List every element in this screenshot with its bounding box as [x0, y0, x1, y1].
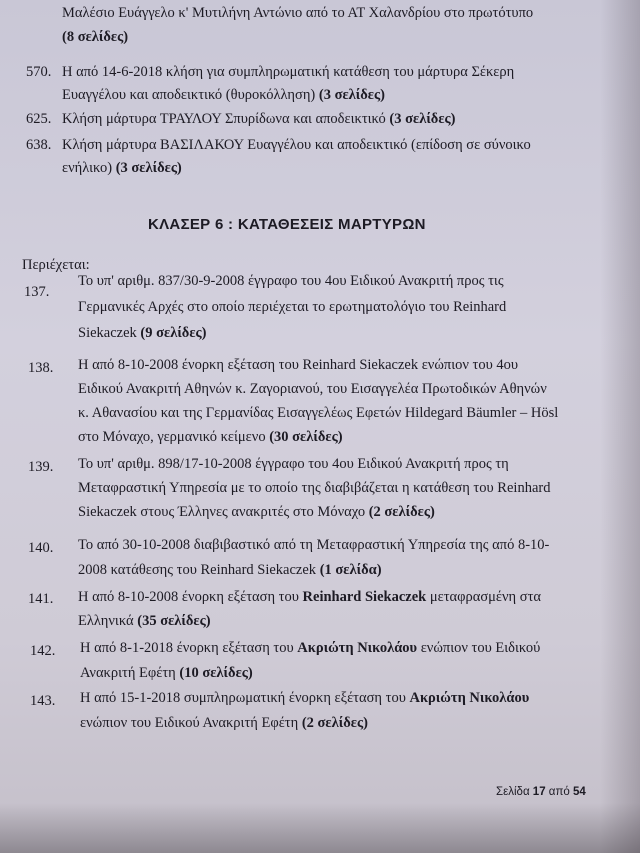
footer-of: από	[548, 786, 570, 798]
item-text-line	[78, 588, 541, 606]
contains-label: Περιέχεται:	[22, 257, 90, 273]
item-number: 625.	[26, 111, 52, 127]
item-text: μεταφρασμένη στα	[426, 589, 541, 605]
item-text: στο Μόναχο, γερμανικό κείμενο	[78, 429, 266, 445]
item-number: 140.	[28, 540, 54, 556]
item-text-line	[78, 503, 435, 521]
item-pages: (3 σελίδες)	[389, 111, 456, 127]
item-number: 137.	[24, 284, 50, 300]
item-text-line	[62, 159, 182, 177]
item-pages: (3 σελίδες)	[318, 87, 385, 103]
item-text: Κλήση μάρτυρα ΤΡΑΥΛΟΥ Σπυρίδωνα και αποδεικτικό	[62, 111, 386, 127]
item-text-line: Η από 8-10-2008 ένορκη εξέταση του Reinhard Siekaczek ενώπιον του 4ου	[78, 357, 519, 373]
item-text: 2008 κατάθεσης του Reinhard Siekaczek	[78, 562, 317, 578]
item-number: 143.	[30, 693, 56, 709]
item-name: Reinhard Siekaczek	[302, 589, 427, 605]
item-text-line	[78, 428, 343, 446]
item-text-line: Ειδικού Ανακριτή Αθηνών κ. Ζαγοριανού, του Εισαγγελέα Πρωτοδικών Αθηνών	[78, 381, 547, 397]
item-text-line: Μαλέσιο Ευάγγελο κ' Μυτιλήνη Αντώνιο από το ΑΤ Χαλανδρίου στο πρωτότυπο	[62, 5, 534, 21]
item-text-line: Το από 30-10-2008 διαβιβαστικό από τη Μεταφραστική Υπηρεσία της από 8-10-	[78, 537, 550, 553]
item-text-line: Το υπ' αριθμ. 837/30-9-2008 έγγραφο του 4ου Ειδικού Ανακριτή προς τις	[78, 273, 504, 289]
item-text: Η από 8-1-2018 ένορκη εξέταση του	[80, 640, 298, 656]
item-number: 570.	[26, 64, 52, 80]
footer-page-number: 17	[532, 786, 546, 798]
item-text: Η από 8-10-2008 ένορκη εξέταση του	[78, 589, 303, 605]
item-pages: (30 σελίδες)	[269, 429, 343, 445]
item-text: ενήλικο)	[62, 160, 113, 176]
page-footer	[496, 786, 586, 798]
item-text-line	[80, 664, 253, 682]
item-name: Ακριώτη Νικολάου	[297, 640, 418, 656]
item-pages: (10 σελίδες)	[179, 665, 253, 681]
item-number: 142.	[30, 643, 56, 659]
item-text-line	[80, 714, 368, 732]
item-name: Ακριώτη Νικολάου	[409, 690, 530, 706]
item-text-line	[80, 689, 529, 707]
item-text-line: Η από 14-6-2018 κλήση για συμπληρωματική κατάθεση του μάρτυρα Σέκερη	[62, 64, 515, 80]
item-text-line	[62, 110, 455, 128]
item-pages: (2 σελίδες)	[301, 715, 368, 731]
item-text-line	[80, 639, 540, 657]
item-text: Ανακριτή Εφέτη	[80, 665, 176, 681]
item-pages: (8 σελίδες)	[62, 29, 129, 45]
section-title: ΚΛΑΣΕΡ 6 : ΚΑΤΑΘΕΣΕΙΣ ΜΑΡΤΥΡΩΝ	[148, 216, 426, 233]
item-text-line: Κλήση μάρτυρα ΒΑΣΙΛΑΚΟΥ Ευαγγέλου και αποδεικτικό (επίδοση σε σύνοικο	[62, 137, 531, 153]
item-number: 139.	[28, 459, 54, 475]
item-number: 138.	[28, 360, 54, 376]
item-text: Siekaczek στους Έλληνες ανακριτές στο Μόναχο	[78, 504, 366, 520]
item-text-line	[62, 86, 385, 104]
item-text-line	[78, 561, 382, 579]
item-text: ενώπιον του Ειδικού	[417, 640, 541, 656]
footer-label: Σελίδα	[496, 786, 530, 798]
item-text-line: Μεταφραστική Υπηρεσία με το οποίο της διαβιβάζεται η κατάθεση του Reinhard	[78, 480, 551, 496]
item-text-line	[78, 612, 211, 630]
item-text: Η από 15-1-2018 συμπληρωματική ένορκη εξέταση του	[80, 690, 410, 706]
page-shadow	[600, 0, 640, 853]
item-text: Siekaczek	[78, 325, 137, 341]
item-text-line	[78, 324, 206, 342]
item-text-line: κ. Αθανασίου και της Γερμανίδας Εισαγγελέως Εφετών Hildegard Bäumler – Hösl	[78, 405, 559, 421]
item-number: 638.	[26, 137, 52, 153]
item-text-line: Γερμανικές Αρχές στο οποίο περιέχεται το ερωτηματολόγιο του Reinhard	[78, 299, 507, 315]
item-pages: (1 σελίδα)	[319, 562, 382, 578]
item-pages: (2 σελίδες)	[368, 504, 435, 520]
item-text: ενώπιον του Ειδικού Ανακριτή Εφέτη	[80, 715, 299, 731]
item-pages: (9 σελίδες)	[140, 325, 207, 341]
item-text: Ευαγγέλου και αποδεικτικό (θυροκόλληση)	[62, 87, 316, 103]
footer-total-pages: 54	[572, 786, 586, 798]
item-text-line: Το υπ' αριθμ. 898/17-10-2008 έγγραφο του 4ου Ειδικού Ανακριτή προς τη	[78, 456, 509, 472]
item-pages: (3 σελίδες)	[115, 160, 182, 176]
item-pages: (35 σελίδες)	[137, 613, 211, 629]
item-number: 141.	[28, 591, 54, 607]
page-shadow	[0, 803, 640, 853]
item-text: Ελληνικά	[78, 613, 134, 629]
